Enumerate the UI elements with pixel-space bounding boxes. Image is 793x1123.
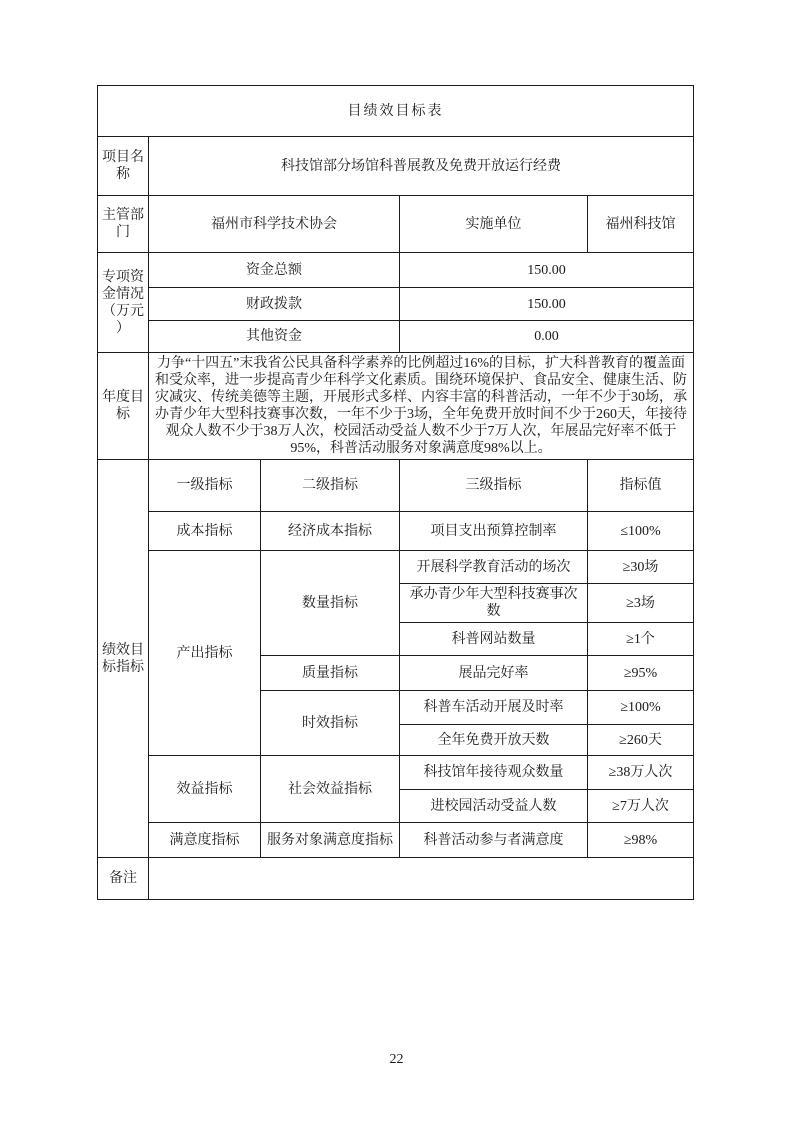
indicator-benefit-l3: 进校园活动受益人数 (400, 790, 588, 823)
department-value: 福州市科学技术协会 (149, 196, 400, 253)
indicator-header-level2: 二级指标 (261, 460, 400, 512)
implementing-unit-label: 实施单位 (400, 196, 588, 253)
fund-row-name: 资金总额 (149, 253, 400, 288)
fund-row-name: 其他资金 (149, 321, 400, 353)
indicator-header-level1: 一级指标 (149, 460, 261, 512)
performance-target-table (97, 85, 694, 900)
table-title: 目绩效目标表 (98, 86, 694, 137)
indicator-quantity-value: ≥3场 (588, 584, 694, 623)
funds-label: 专项资金情况（万元） (98, 253, 149, 353)
fund-row-value: 150.00 (400, 253, 694, 288)
indicator-output-l1: 产出指标 (149, 551, 261, 756)
indicator-satisfaction-l3: 科普活动参与者满意度 (400, 823, 588, 858)
department-label: 主管部门 (98, 196, 149, 253)
indicator-cost-l3: 项目支出预算控制率 (400, 512, 588, 551)
annual-goal-label: 年度目标 (98, 353, 149, 460)
fund-row-name: 财政拨款 (149, 288, 400, 321)
indicator-cost-value: ≤100% (588, 512, 694, 551)
indicator-quantity-l3: 科普网站数量 (400, 623, 588, 656)
indicator-satisfaction-l2: 服务对象满意度指标 (261, 823, 400, 858)
indicator-quantity-value: ≥30场 (588, 551, 694, 584)
indicator-timeliness-l3: 科普车活动开展及时率 (400, 691, 588, 725)
indicator-cost-l2: 经济成本指标 (261, 512, 400, 551)
project-name-label: 项目名称 (98, 137, 149, 196)
annual-goal-text: 力争“十四五”末我省公民具备科学素养的比例超过16%的目标，扩大科普教育的覆盖面和受众率，进一步提高青少年科学文化素质。围绕环境保护、食品安全、健康生活、防灾减灾、传统美德等主题，开展形式多样、内容丰富的科普活动，一年不少于30场，承办青少年大型科技赛事次数，一年不少于3场，全年免费开放时间不少于260天，年接待观众人数不少于38万人次，校园活动受益人数不少于7万人次，年展品完好率不低于95%，科普活动服务对象满意度98%以上。 (149, 353, 694, 460)
indicator-benefit-l2: 社会效益指标 (261, 756, 400, 823)
indicator-quality-value: ≥95% (588, 656, 694, 691)
indicator-timeliness-value: ≥100% (588, 691, 694, 725)
project-name-value: 科技馆部分场馆科普展教及免费开放运行经费 (149, 137, 694, 196)
indicator-quantity-value: ≥1个 (588, 623, 694, 656)
indicator-quantity-l2: 数量指标 (261, 551, 400, 656)
indicator-quantity-l3: 承办青少年大型科技赛事次数 (400, 584, 588, 623)
indicator-quality-l3: 展品完好率 (400, 656, 588, 691)
indicator-header-value: 指标值 (588, 460, 694, 512)
indicator-benefit-value: ≥38万人次 (588, 756, 694, 790)
indicator-header-level3: 三级指标 (400, 460, 588, 512)
indicator-benefit-value: ≥7万人次 (588, 790, 694, 823)
page-number: 22 (389, 1052, 404, 1067)
indicator-satisfaction-l1: 满意度指标 (149, 823, 261, 858)
indicator-timeliness-l3: 全年免费开放天数 (400, 725, 588, 756)
indicator-cost-l1: 成本指标 (149, 512, 261, 551)
fund-row-value: 150.00 (400, 288, 694, 321)
remark-label: 备注 (98, 858, 149, 900)
indicator-quality-l2: 质量指标 (261, 656, 400, 691)
indicator-benefit-l1: 效益指标 (149, 756, 261, 823)
indicator-timeliness-value: ≥260天 (588, 725, 694, 756)
remark-value (149, 858, 694, 900)
indicator-benefit-l3: 科技馆年接待观众数量 (400, 756, 588, 790)
indicator-quantity-l3: 开展科学教育活动的场次 (400, 551, 588, 584)
implementing-unit-value: 福州科技馆 (588, 196, 694, 253)
fund-row-value: 0.00 (400, 321, 694, 353)
indicator-satisfaction-value: ≥98% (588, 823, 694, 858)
indicator-timeliness-l2: 时效指标 (261, 691, 400, 756)
indicators-label: 绩效目标指标 (98, 460, 149, 858)
